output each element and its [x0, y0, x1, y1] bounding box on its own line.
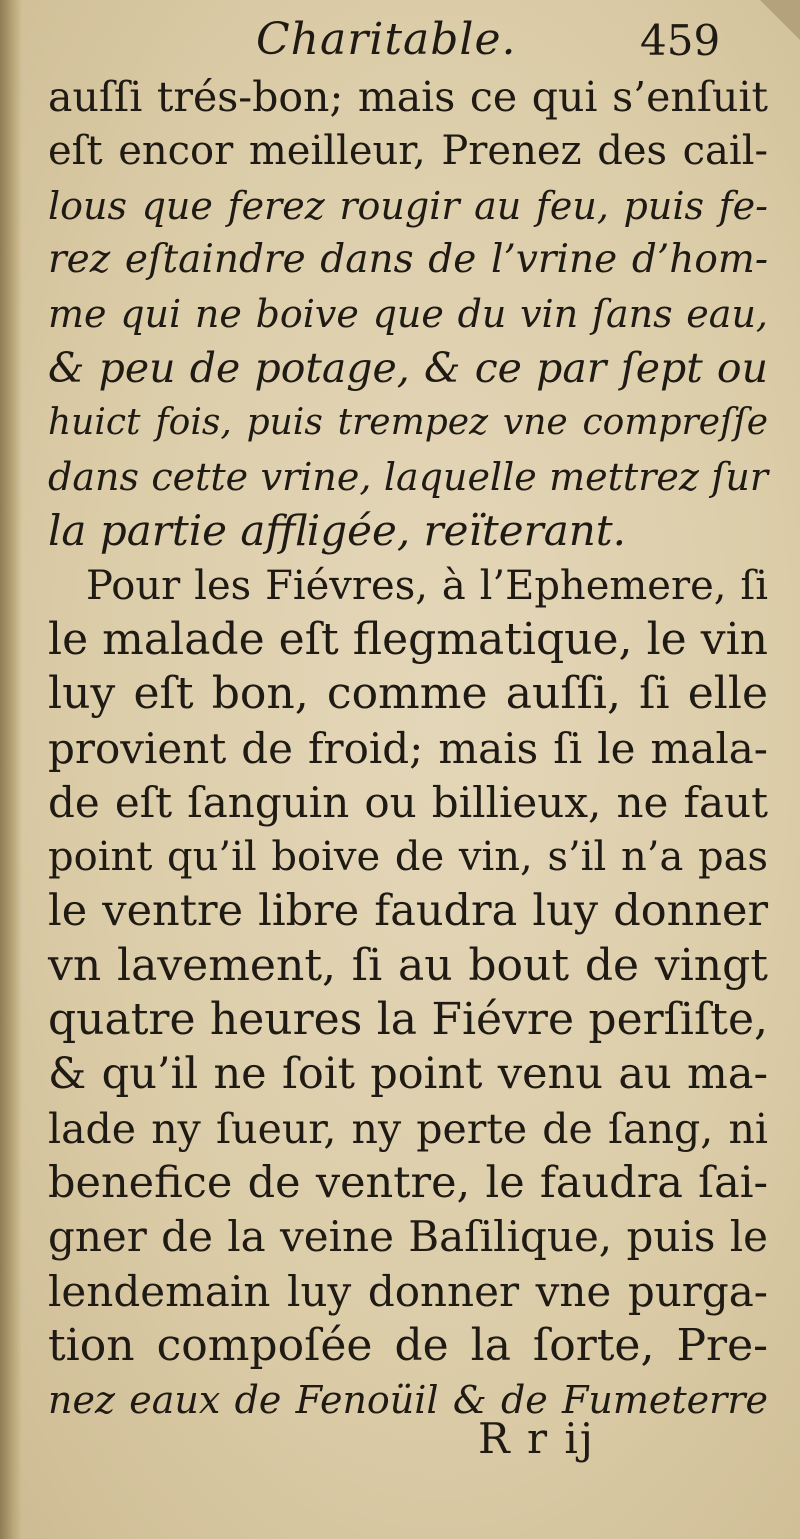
text-line: & qu’il ne ſoit point venu au ma- — [48, 1049, 768, 1100]
text-line: dans cette vrine, laquelle mettrez ſur — [48, 455, 768, 500]
text-line: & peu de potage, & ce par ſept ou — [48, 344, 768, 393]
body-text — [48, 70, 768, 1427]
text-line: le malade eſt flegmatique, le vin — [48, 613, 768, 665]
catchword: R r ij — [478, 1414, 595, 1463]
page-header — [0, 14, 800, 78]
text-line: auſſi trés-bon; mais ce qui s’enſuit — [48, 73, 768, 121]
text-line: lade ny ſueur, ny perte de ſang, ni — [48, 1104, 768, 1153]
text-line: de eſt ſanguin ou billieux, ne faut — [48, 777, 768, 827]
page-gutter-shadow — [0, 0, 22, 1539]
text-line: eſt encor meilleur, Prenez des cail- — [48, 128, 768, 175]
text-line: rez eſtaindre dans de l’vrine d’hom- — [48, 236, 768, 282]
text-line: tion compoſée de la ſorte, Pre- — [48, 1319, 768, 1371]
text-line: huict fois, puis trempez vne compreſſe — [48, 401, 768, 443]
text-line: point qu’il boive de vin, s’il n’a pas — [48, 834, 768, 881]
text-line: Pour les Fiévres, à l’Ephemere, ſi — [86, 562, 768, 609]
text-line: quatre heures la Fiévre perſiſte, — [48, 994, 768, 1046]
text-line: vn lavement, ſi au bout de vingt — [48, 939, 768, 991]
text-line: nez eaux de Fenoüil & de Fumeterre — [48, 1378, 768, 1423]
text-line: le ventre libre faudra luy donner — [48, 886, 768, 937]
page-number: 459 — [640, 16, 721, 65]
text-line: lendemain luy donner vne purga- — [48, 1266, 768, 1316]
text-line: lous que ferez rougir au feu, puis fe- — [48, 183, 768, 228]
text-line: benefice de ventre, le faudra ſai- — [48, 1157, 768, 1208]
text-line: la partie affligée, reïterant. — [48, 506, 627, 556]
text-line: me qui ne boive que du vin ſans eau, — [48, 292, 768, 337]
running-head: Charitable. — [256, 14, 517, 65]
text-line: luy eſt bon, comme auſſi, ſi elle — [48, 668, 768, 720]
text-line: provient de froid; mais ſi le mala- — [48, 723, 768, 773]
text-line: gner de la veine Baſilique, puis le — [48, 1212, 768, 1262]
